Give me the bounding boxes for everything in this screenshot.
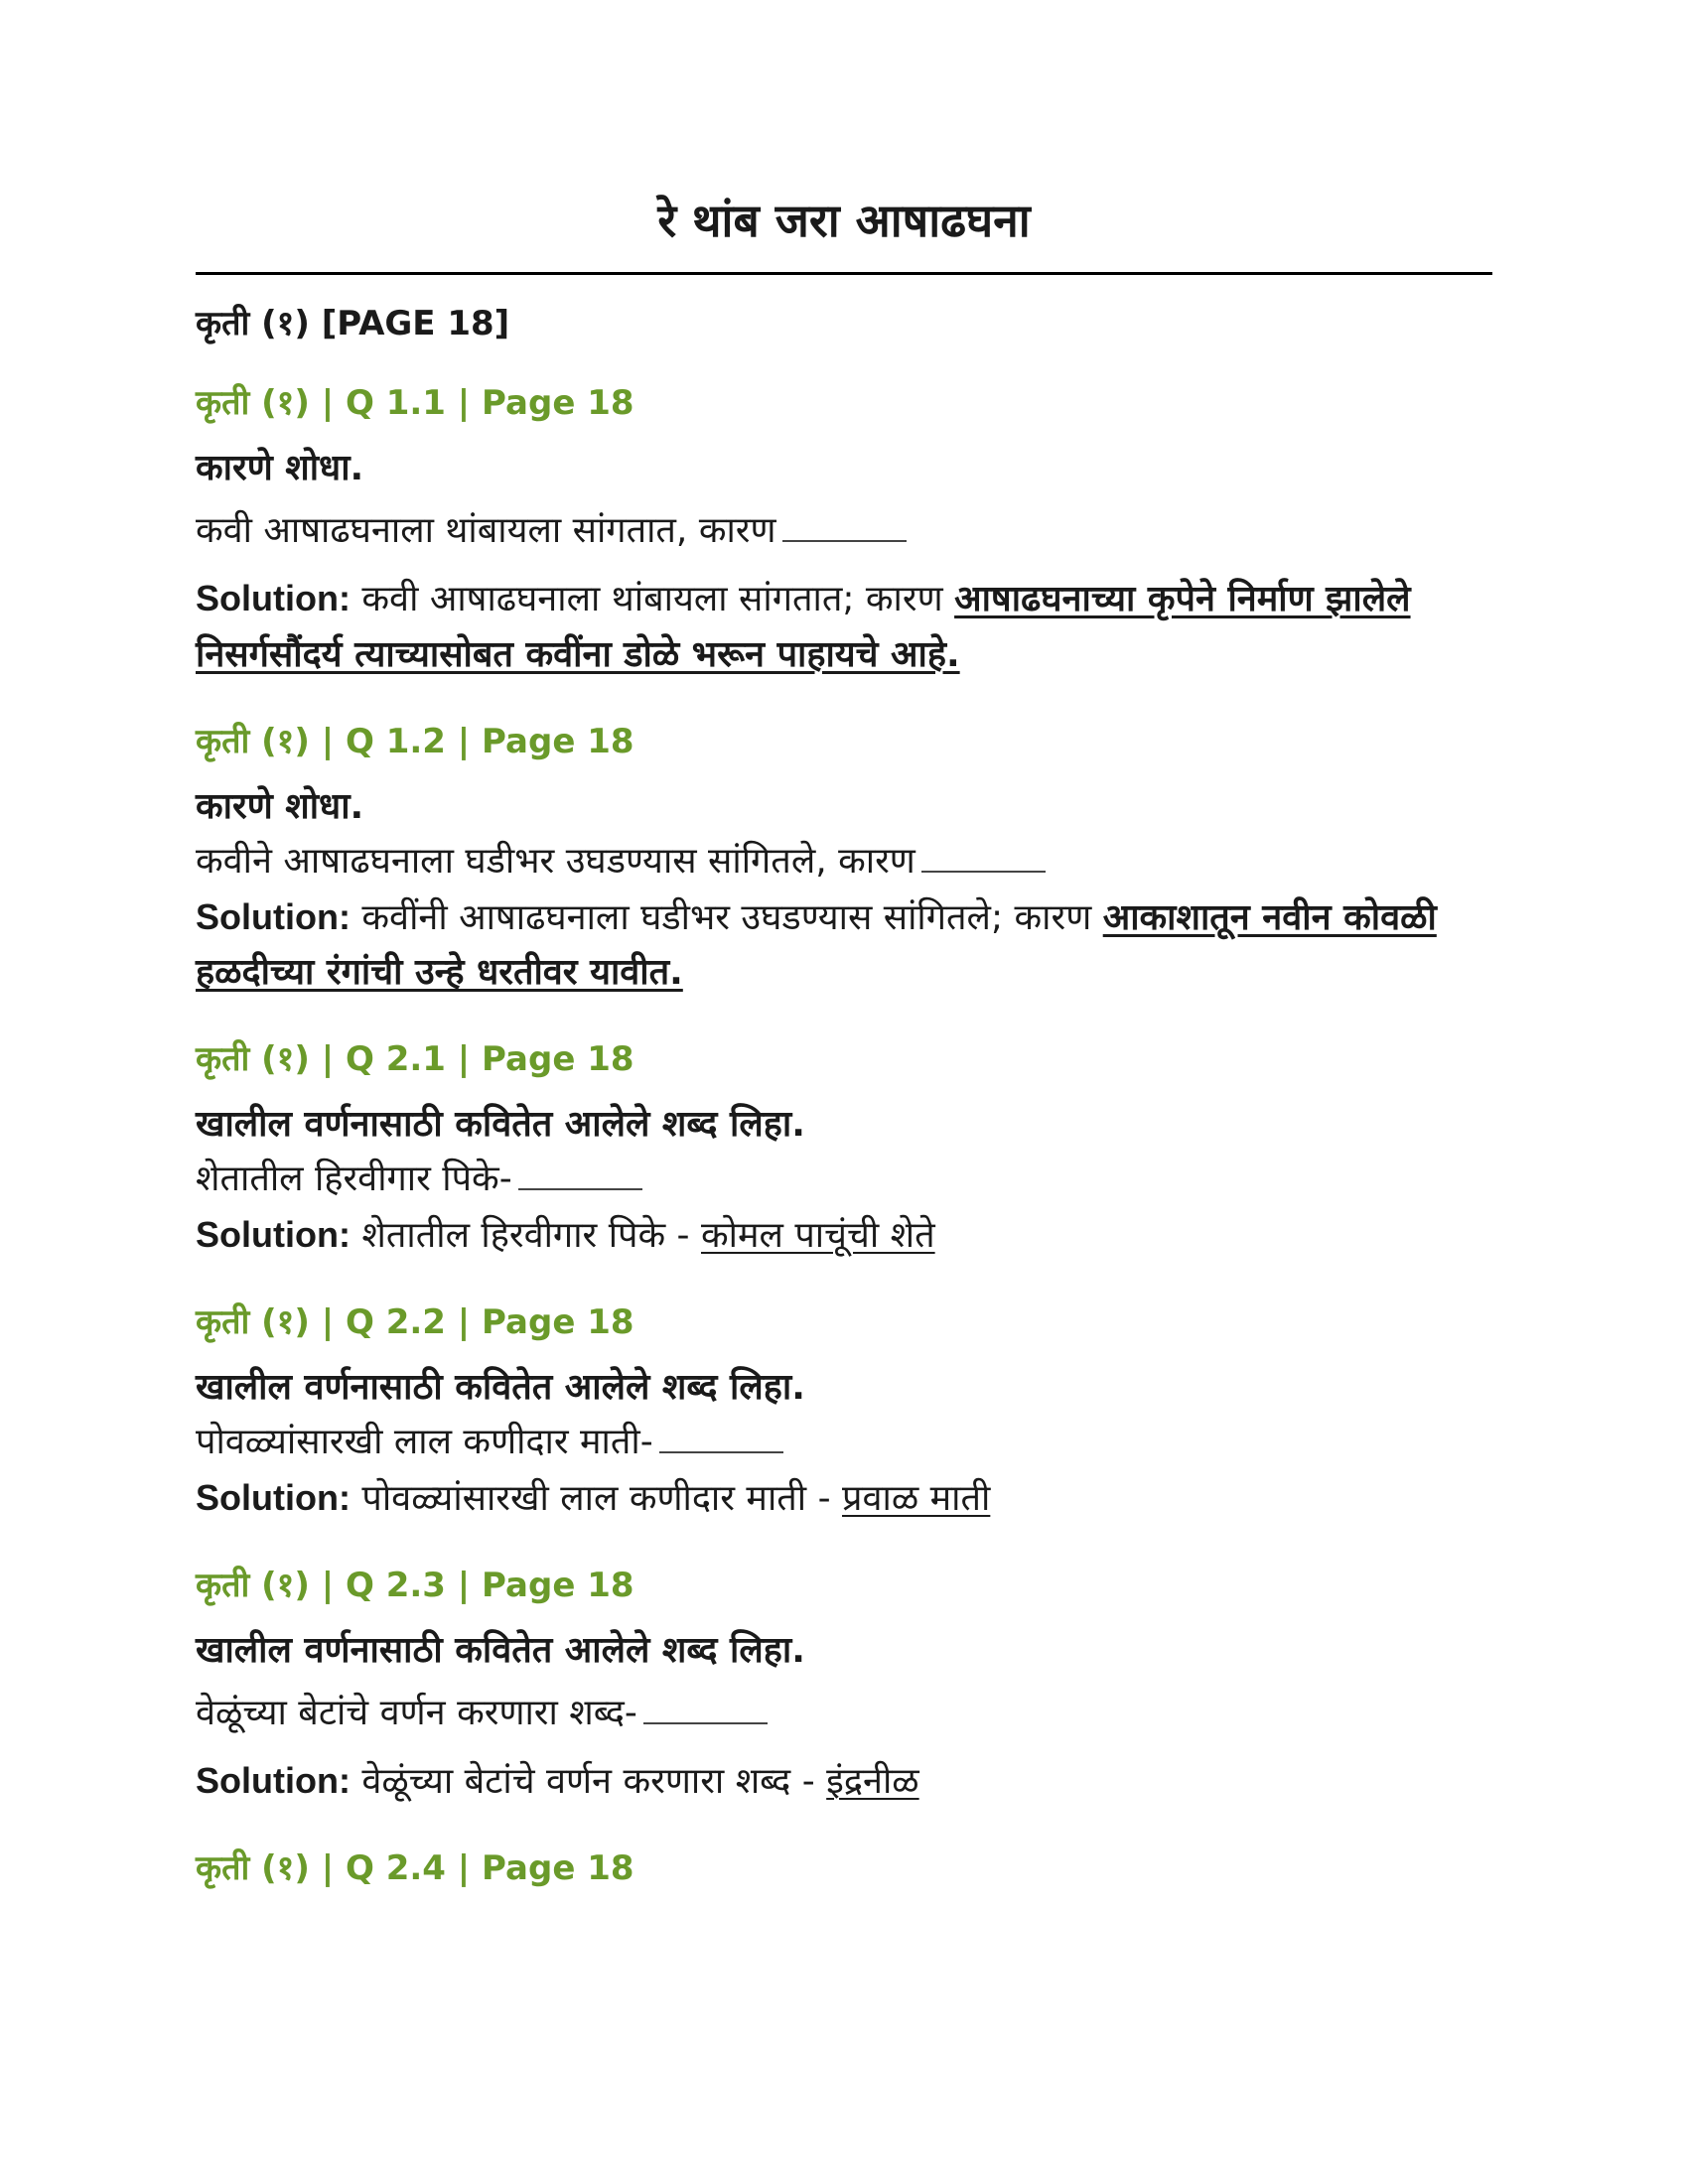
solution-text: वेळूंच्या बेटांचे वर्णन करणारा शब्द - bbox=[361, 1760, 815, 1802]
solution-text: पोवळ्यांसारखी लाल कणीदार माती - bbox=[361, 1477, 831, 1519]
question-prompt: वेळूंच्या बेटांचे वर्णन करणारा शब्द- bbox=[196, 1692, 637, 1733]
question-heading: कृती (१) | Q 2.1 | Page 18 bbox=[196, 1039, 634, 1080]
solution-text: शेतातील हिरवीगार पिके - bbox=[361, 1215, 690, 1257]
question-prompt: कवी आषाढघनाला थांबायला सांगतात, कारण bbox=[196, 510, 776, 551]
solution bbox=[196, 1207, 1492, 1264]
solution-label: Solution: bbox=[196, 1476, 351, 1518]
question-instruction: खालील वर्णनासाठी कवितेत आलेले शब्द लिहा. bbox=[196, 1104, 805, 1146]
question-text bbox=[196, 835, 1492, 884]
answer-blank bbox=[643, 1721, 768, 1724]
question-instruction: कारणे शोधा. bbox=[196, 448, 364, 488]
solution-answer: आकाशातून नवीन कोवळी हळदीच्या रंगांची उन्हे धरतीवर यावीत. bbox=[196, 896, 1437, 994]
question-heading: कृती (१) | Q 2.3 | Page 18 bbox=[196, 1565, 634, 1605]
question-heading: कृती (१) | Q 1.1 | Page 18 bbox=[196, 383, 634, 423]
question-block-2-1 bbox=[196, 1034, 1492, 1264]
solution-text: कवींनी आषाढघनाला घडीभर उघडण्यास सांगितले; कारण bbox=[361, 896, 1092, 938]
answer-blank bbox=[518, 1187, 642, 1190]
solution bbox=[196, 1753, 1492, 1810]
question-block-2-2 bbox=[196, 1297, 1492, 1527]
answer-blank bbox=[782, 539, 907, 542]
question-instruction: खालील वर्णनासाठी कवितेत आलेले शब्द लिहा. bbox=[196, 1366, 805, 1408]
question-block-1-1 bbox=[196, 378, 1492, 683]
question-text bbox=[196, 1687, 1492, 1735]
question-block-2-4 bbox=[196, 1843, 1492, 1889]
solution bbox=[196, 571, 1492, 683]
solution-label: Solution: bbox=[196, 578, 351, 618]
solution bbox=[196, 889, 1492, 1002]
solution-answer: कोमल पाचूंची शेते bbox=[701, 1215, 935, 1257]
question-prompt: पोवळ्यांसारखी लाल कणीदार माती- bbox=[196, 1421, 653, 1462]
solution-answer: प्रवाळ माती bbox=[842, 1477, 991, 1519]
document-page bbox=[196, 189, 1492, 1889]
question-prompt: शेतातील हिरवीगार पिके- bbox=[196, 1159, 512, 1200]
solution-answer: आषाढघनाच्या कृपेने निर्माण झालेले निसर्गसौंदर्य त्याच्यासोबत कवींना डोळे भरून पाहायचे आहे. bbox=[196, 579, 1411, 675]
question-text bbox=[196, 1416, 1492, 1464]
solution-label: Solution: bbox=[196, 1214, 351, 1256]
question-instruction: खालील वर्णनासाठी कवितेत आलेले शब्द लिहा. bbox=[196, 1629, 805, 1671]
question-heading: कृती (१) | Q 2.2 | Page 18 bbox=[196, 1301, 634, 1342]
question-heading: कृती (१) | Q 1.2 | Page 18 bbox=[196, 721, 634, 761]
solution-answer: इंद्रनीळ bbox=[826, 1760, 919, 1802]
question-text bbox=[196, 504, 1492, 553]
section-heading: कृती (१) [PAGE 18] bbox=[196, 304, 510, 343]
page-title: रे थांब जरा आषाढघना bbox=[196, 189, 1492, 275]
question-instruction: कारणे शोधा. bbox=[196, 785, 364, 827]
solution-label: Solution: bbox=[196, 895, 351, 937]
question-prompt: कवीने आषाढघनाला घडीभर उघडण्यास सांगितले, कारण bbox=[196, 840, 915, 882]
question-block-2-3 bbox=[196, 1561, 1492, 1810]
question-heading: कृती (१) | Q 2.4 | Page 18 bbox=[196, 1847, 634, 1888]
solution-label: Solution: bbox=[196, 1759, 351, 1801]
answer-blank bbox=[921, 870, 1046, 873]
question-block-1-2 bbox=[196, 717, 1492, 1002]
answer-blank bbox=[659, 1450, 783, 1453]
solution bbox=[196, 1470, 1492, 1527]
question-text bbox=[196, 1153, 1492, 1201]
solution-text: कवी आषाढघनाला थांबायला सांगतात; कारण bbox=[361, 579, 943, 619]
